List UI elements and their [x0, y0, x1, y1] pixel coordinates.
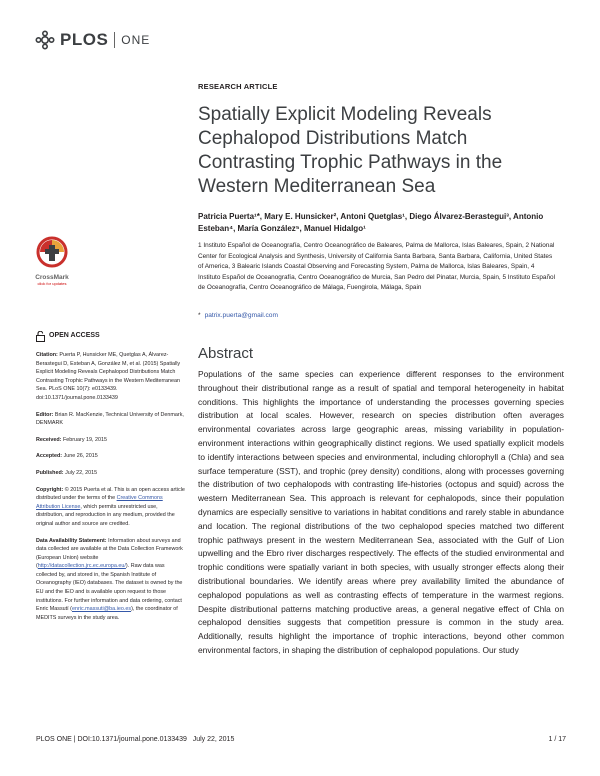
- data-text-c: ), the coordinator of MEDITS surveys in the study area.: [36, 606, 178, 621]
- article-title: Spatially Explicit Modeling Reveals Cephalopod Distributions Match Contrasting Trophic Pathways in the Western Mediterranean Sea: [198, 104, 503, 197]
- contact-email-link[interactable]: enric.massuti@ba.ieo.es: [71, 606, 132, 613]
- data-text-b: ). Raw data was collected by, and stored in, the Spanish Institute of Oceanography (IEO) databases. The dataset is owned by the EU and the IEO and is available upon request to those institutions. For further information and data ordering, contact Enric Massutí (: [36, 563, 183, 613]
- copyright-label: Copyright:: [36, 486, 64, 493]
- affiliations: 1 Instituto Español de Oceanografía, Centro Oceanográfico de Baleares, Palma de Mallorca, Islas Baleares, Spain, 2 National Center for Ecological Analysis and Synthesis, University of California Santa Barbara, Santa Barbara, California, United States of America, 3 Balearic Islands Coastal Observing and Forecasting System, Palma de Mallorca, Islas Baleares, Spain, 4 Instituto Español de Oceanografía, Centro Oceanográfico de Murcia, San Pedro del Pinatar, Murcia, Spain, 5 Instituto Español de Oceanografía, Centro Oceanográfico de Málaga, Fuengirola, Málaga, Spain: [198, 242, 556, 292]
- page-footer: [36, 736, 566, 743]
- copyright-block: [36, 486, 186, 529]
- crossmark-badge[interactable]: [32, 236, 72, 286]
- accepted-date: June 26, 2015: [63, 453, 98, 460]
- open-access-badge: [36, 331, 186, 342]
- footer-citation: PLOS ONE | DOI:10.1371/journal.pone.0133439 July 22, 2015: [36, 736, 235, 743]
- corresponding-email[interactable]: [198, 312, 278, 319]
- data-text-a: Information about surveys and data collected are available at the Data Collection Framework (European Union) website (: [36, 537, 183, 570]
- copyright-text-b: , which permits unrestricted use, distribution, and reproduction in any medium, provided the original author and source are credited.: [36, 503, 175, 527]
- data-availability-block: [36, 537, 186, 623]
- data-availability-label: Data Availability Statement:: [36, 537, 107, 544]
- citation-text: Puerta P, Hunsicker ME, Quetglas A, Álvarez-Berastegui D, Esteban A, González M, et al. (2015) Spatially Explicit Modeling Reveals Cephalopod Distributions Match Contrasting Trophic Pathways in the Western Mediterranean Sea. PLoS ONE 10(7): e0133439. doi:10.1371/journal.pone.0133439: [36, 352, 181, 401]
- plos-flower-icon: [34, 30, 56, 50]
- data-collection-link[interactable]: http://datacollection.jrc.ec.europa.eu/: [37, 563, 126, 570]
- published-label: Published:: [36, 469, 64, 476]
- received-block: [36, 436, 186, 445]
- open-lock-icon: [36, 331, 45, 342]
- license-link[interactable]: Creative Commons Attribution License: [36, 495, 163, 510]
- received-date: February 19, 2015: [62, 436, 108, 443]
- open-access-label: OPEN ACCESS: [49, 332, 100, 340]
- crossmark-icon: [36, 236, 68, 268]
- editor-label: Editor:: [36, 411, 54, 418]
- crossmark-title: CrossMark: [35, 274, 69, 281]
- editor-block: [36, 411, 186, 428]
- author-list: Patricia Puerta¹*, Mary E. Hunsicker², Antoni Quetglas¹, Diego Álvarez-Berastegui³, Antonio Esteban⁴, María González⁵, Manuel Hidalgo¹: [198, 212, 544, 233]
- copyright-text-a: © 2015 Puerta et al. This is an open access article distributed under the terms of the: [36, 486, 185, 502]
- accepted-label: Accepted:: [36, 453, 63, 460]
- published-block: [36, 469, 186, 478]
- crossmark-subtitle: click for updates: [37, 281, 67, 286]
- email-link[interactable]: patrix.puerta@gmail.com: [204, 312, 278, 319]
- article-info-sidebar: [36, 331, 186, 630]
- journal-logo[interactable]: [34, 30, 150, 50]
- citation-label: Citation:: [36, 352, 58, 358]
- asterisk-icon: *: [198, 312, 201, 319]
- logo-divider: [114, 32, 115, 48]
- received-label: Received:: [36, 436, 62, 443]
- article-type: RESEARCH ARTICLE: [198, 82, 278, 91]
- page-number: 1 / 17: [548, 736, 566, 743]
- journal-name: ONE: [121, 33, 151, 47]
- published-date: July 22, 2015: [65, 469, 98, 476]
- abstract-heading: Abstract: [198, 345, 254, 362]
- journal-brand: PLOS: [60, 30, 109, 49]
- abstract-text: Populations of the same species can experience different responses to the environment throughout their distributional range as a result of spatial and temporal heterogeneity in habitat conditions. This highlights the importance of understanding the processes governing species distribution at local scales. However, research on species distribution often averages environmental covariates across large geographic areas, missing variability in population-environment interactions within geographically distinct regions. We used spatially explicit models to identify interactions between species and environmental, including chlorophyll a (Chla) and sea surface temperature (SST), and trophic (prey density) conditions, along with processes governing the distribution of two cephalopods with contrasting life-histories (octopus and squid) across the western Mediterranean Sea. This approach is relevant for cephalopods, since their population dynamics are especially sensitive to variations in habitat conditions and rarely stable in abundance and location. The regional distributions of the two cephalopod species matched two different trophic pathways present in the western Mediterranean Sea, associated with the Gulf of Lion upwelling and the Ebro river discharges respectively. The effects of the studied environmental and trophic conditions were spatially variant in both species, with usually stronger effects along their distributional boundaries. We identify areas where prey availability limited the abundance of cephalopod populations as well as contrasting effects of temperature in the warmest regions. Despite distributional patterns matching productive areas, a general negative effect of Chla on cephalopod densities suggests that competition pressure is common in the study area. Additionally, results highlight the importance of trophic interactions, beyond other common environmental factors, in shaping the distribution of cephalopod populations. Our study: [198, 369, 564, 655]
- citation-block: [36, 351, 186, 403]
- accepted-block: [36, 452, 186, 461]
- editor-text: Brian R. MacKenzie, Technical University of Denmark, DENMARK: [36, 411, 184, 427]
